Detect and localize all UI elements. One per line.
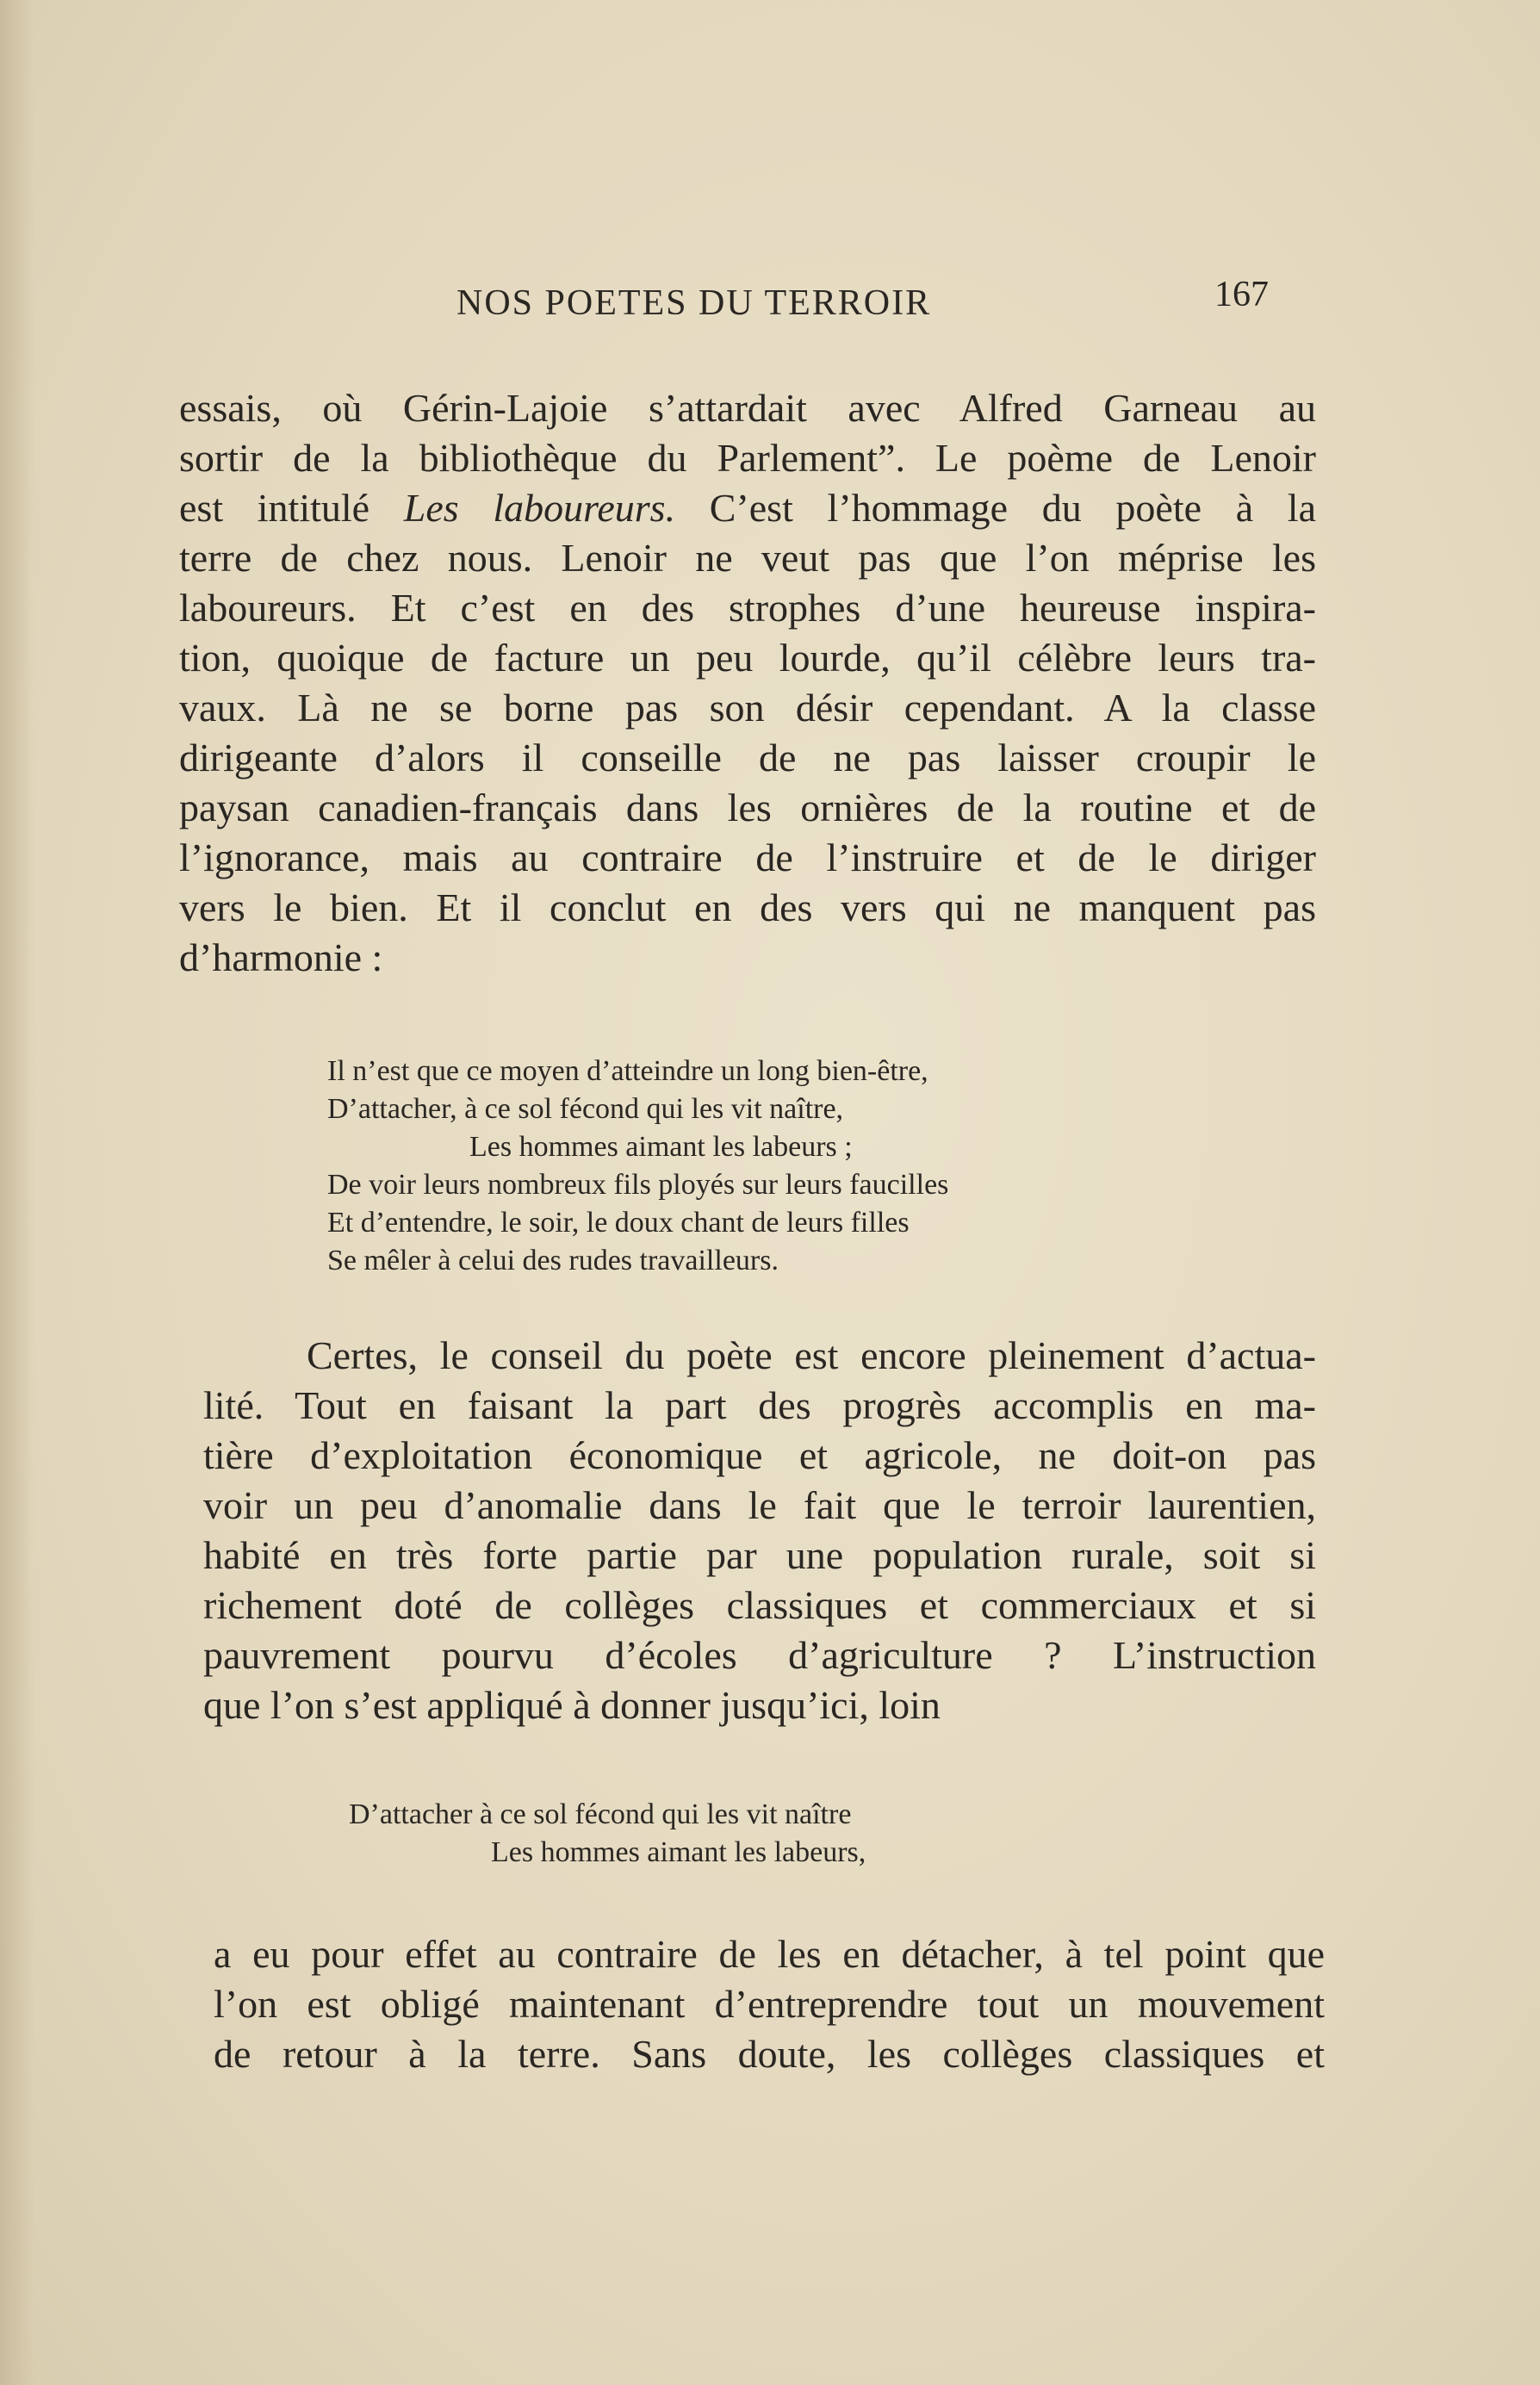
page-number: 167 — [1214, 275, 1269, 314]
text-line: tion, quoique de facture un peu lourde, qu’il célèbre leurs tra- — [179, 636, 1316, 680]
text-line: paysan canadien-français dans les ornières de la routine et de — [179, 786, 1316, 829]
text-line: l’ignorance, mais au contraire de l’instruire et de le diriger — [179, 835, 1316, 879]
verse-line: D’attacher, à ce sol fécond qui les vit naître, — [327, 1093, 844, 1125]
verse-line: Se mêler à celui des rudes travailleurs. — [327, 1245, 779, 1276]
text-line: vaux. Là ne se borne pas son désir cependant. A la classe — [179, 686, 1316, 730]
paragraph-2 — [203, 1331, 1316, 1730]
poem-title: Les laboureurs. — [403, 486, 676, 530]
text-line: d’harmonie : — [179, 935, 383, 979]
text-line: l’on est obligé maintenant d’entreprendre tout un mouvement — [214, 1982, 1325, 2026]
text-line: vers le bien. Et il conclut en des vers qui ne manquent pas — [179, 885, 1316, 929]
verse-line: Il n’est que ce moyen d’atteindre un long bien-être, — [327, 1055, 928, 1087]
verse-line: De voir leurs nombreux fils ployés sur leurs faucilles — [327, 1169, 949, 1201]
running-title: NOS POETES DU TERROIR — [456, 283, 932, 323]
text-line: lité. Tout en faisant la part des progrès accomplis en ma- — [203, 1383, 1316, 1427]
verse-line: D’attacher à ce sol fécond qui les vit naître — [349, 1798, 852, 1830]
verse-quotation-1 — [327, 1053, 948, 1280]
text-line: dirigeante d’alors il conseille de ne pas laisser croupir le — [179, 736, 1316, 779]
text-line: richement doté de collèges classiques et commerciaux et si — [203, 1583, 1316, 1627]
text-line: terre de chez nous. Lenoir ne veut pas que l’on méprise les — [179, 536, 1316, 580]
text-line: essais, où Gérin-Lajoie s’attardait avec Alfred Garneau au — [179, 386, 1316, 430]
text-line: que l’on s’est appliqué à donner jusqu’ici, loin — [203, 1683, 941, 1727]
verse-line: Les hommes aimant les labeurs ; — [469, 1131, 853, 1163]
text-line: laboureurs. Et c’est en des strophes d’une heureuse inspira- — [179, 586, 1316, 630]
verse-line: Et d’entendre, le soir, le doux chant de leurs filles — [327, 1207, 910, 1239]
paragraph-3 — [214, 1929, 1325, 2079]
text-line: sortir de la bibliothèque du Parlement”. Le poème de Lenoir — [179, 436, 1316, 480]
text-line: voir un peu d’anomalie dans le fait que le terroir laurentien, — [203, 1483, 1316, 1527]
text-line: a eu pour effet au contraire de les en détacher, à tel point que — [214, 1932, 1325, 1976]
text-line: habité en très forte partie par une population rurale, soit si — [203, 1533, 1316, 1577]
text-line: de retour à la terre. Sans doute, les collèges classiques et — [214, 2032, 1325, 2076]
page-gutter-shadow — [0, 0, 34, 2385]
page-header — [189, 274, 1309, 334]
text-fragment: C’est l’hommage du poète à la — [709, 486, 1316, 530]
text-line: tière d’exploitation économique et agricole, ne doit-on pas — [203, 1433, 1316, 1477]
verse-quotation-2 — [349, 1796, 866, 1872]
verse-line: Les hommes aimant les labeurs, — [491, 1836, 866, 1868]
text-line — [179, 483, 1316, 533]
text-line: Certes, le conseil du poète est encore pleinement d’actua- — [307, 1333, 1316, 1377]
text-fragment: est intitulé — [179, 486, 370, 530]
paragraph-1 — [179, 383, 1316, 983]
text-line: pauvrement pourvu d’écoles d’agriculture ? L’instruction — [203, 1633, 1316, 1677]
